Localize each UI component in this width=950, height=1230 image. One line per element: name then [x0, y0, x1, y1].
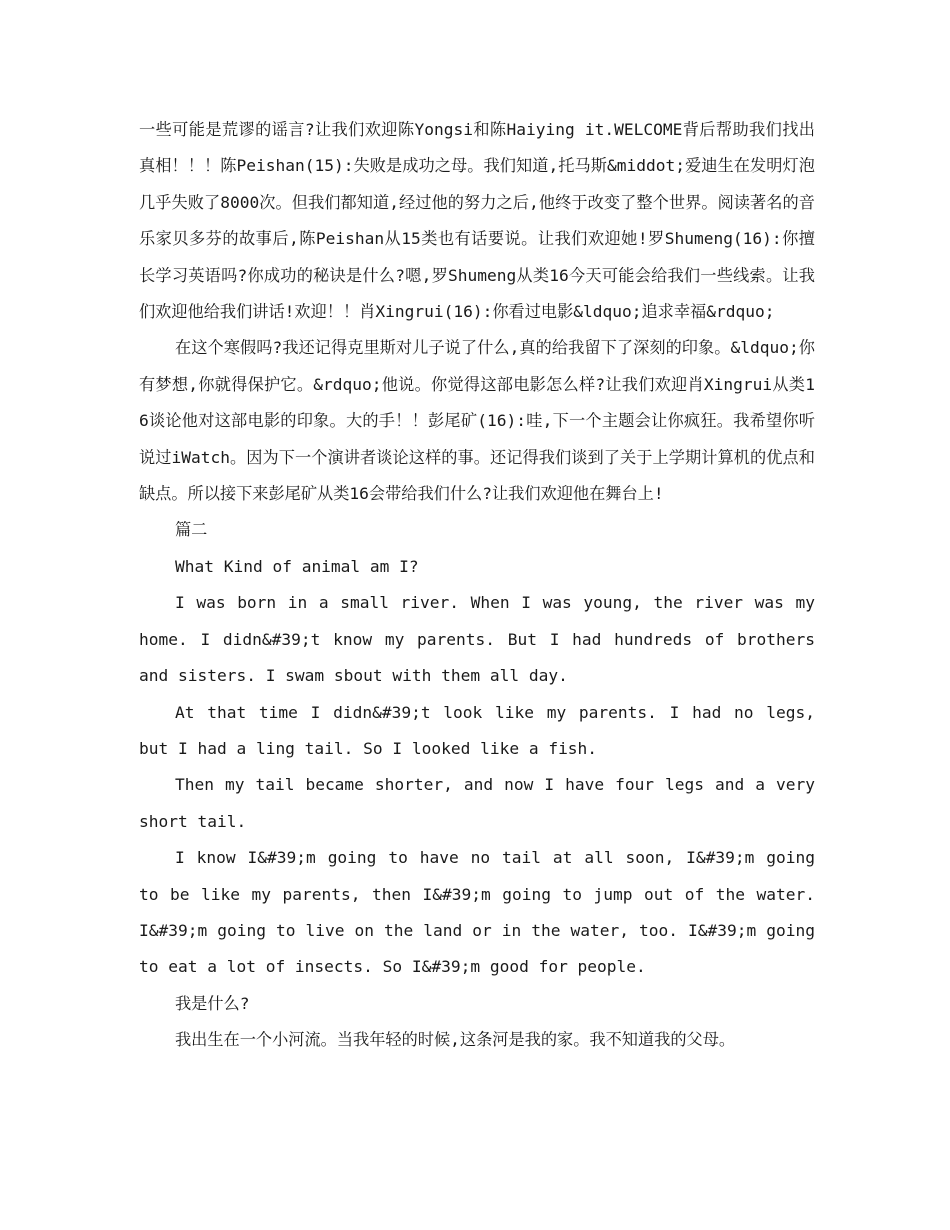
paragraph-english-3: Then my tail became shorter, and now I have four legs and a very short tail. — [139, 775, 815, 831]
paragraph-english-2: At that time I didn&#39;t look like my parents. I had no legs, but I had a ling tail. So I looked like a fish. — [139, 702, 815, 758]
paragraph-speech-continued: 在这个寒假吗?我还记得克里斯对儿子说了什么,真的给我留下了深刻的印象。&ldquo;你有梦想,你就得保护它。&rdquo;他说。你觉得这部电影怎么样?让我们欢迎肖Xingrui从类16谈论他对这部电影的印象。大的手！！彭尾矿(16):哇,下一个主题会让你疯狂。我希望你听说过iWatch。因为下一个演讲者谈论这样的事。还记得我们谈到了关于上学期计算机的优点和缺点。所以接下来彭尾矿从类16会带给我们什么?让我们欢迎他在舞台上! — [139, 338, 815, 504]
paragraph-english-1: I was born in a small river. When I was young, the river was my home. I didn&#39;t know my parents. But I had hundreds of brothers and sisters. I swam sbout with them all day. — [139, 593, 815, 686]
paragraph-chinese-translation: 我出生在一个小河流。当我年轻的时候,这条河是我的家。我不知道我的父母。 — [175, 1030, 736, 1050]
section-heading: 篇二 — [175, 520, 208, 540]
essay-title: What Kind of animal am I? — [175, 556, 419, 576]
paragraph-speech-intro: 一些可能是荒谬的谣言?让我们欢迎陈Yongsi和陈Haiying it.WELCOME背后帮助我们找出真相！！！陈Peishan(15):失败是成功之母。我们知道,托马斯&middot;爱迪生在发明灯泡几乎失败了8000次。但我们都知道,经过他的努力之后,他终于改变了整个世界。阅读著名的音乐家贝多芬的故事后,陈Peishan从15类也有话要说。让我们欢迎她!罗Shumeng(16):你擅长学习英语吗?你成功的秘诀是什么?嗯,罗Shumeng从类16今天可能会给我们一些线索。让我们欢迎他给我们讲话!欢迎！！肖Xingrui(16):你看过电影&ldquo;追求幸福&rdquo; — [139, 120, 815, 322]
document-body — [139, 112, 815, 1059]
chinese-title: 我是什么? — [175, 993, 250, 1013]
paragraph-english-4: I know I&#39;m going to have no tail at all soon, I&#39;m going to be like my parents, then I&#39;m going to jump out of the water. I&#39;m going to live on the land or in the water, too. I&#39;m going to eat a lot of insects. So I&#39;m good for people. — [139, 848, 815, 977]
